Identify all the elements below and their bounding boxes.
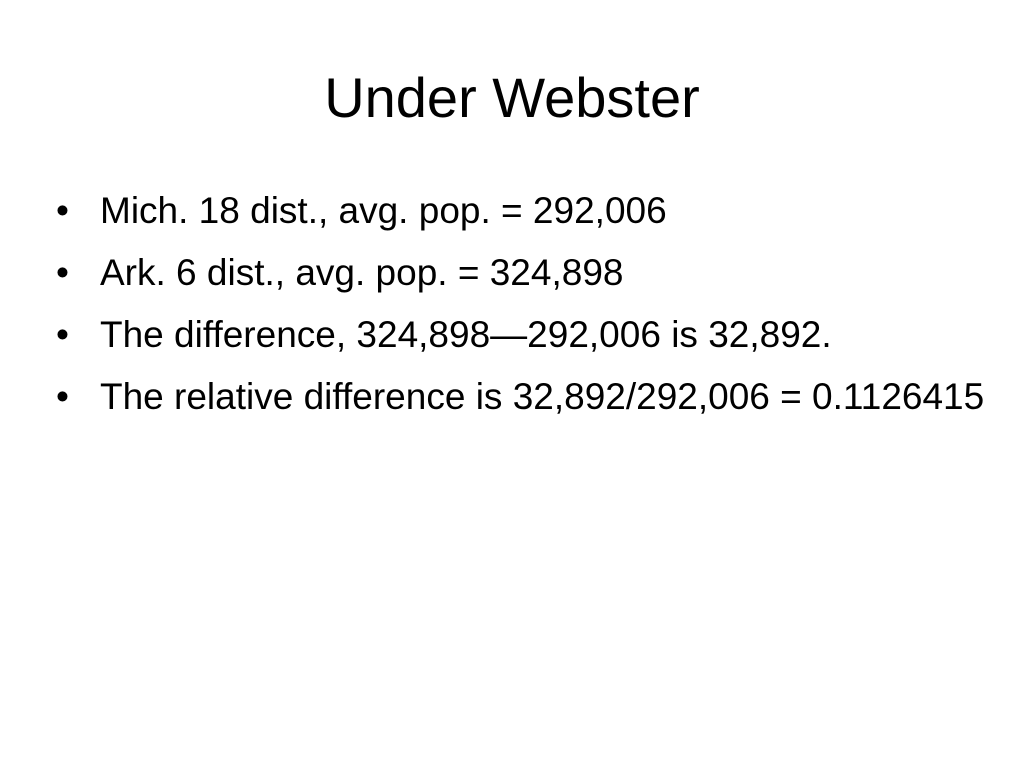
bullet-icon: • — [56, 252, 69, 293]
bullet-icon: • — [56, 376, 69, 417]
bullet-text: The difference, 324,898—292,006 is 32,892. — [100, 314, 832, 355]
list-item — [56, 308, 986, 362]
bullet-icon: • — [56, 314, 69, 355]
bullet-list — [56, 184, 986, 432]
list-item — [56, 370, 986, 424]
bullet-text: Ark. 6 dist., avg. pop. = 324,898 — [100, 252, 624, 293]
bullet-text: The relative difference is 32,892/292,006 = 0.1126415 — [100, 376, 985, 417]
bullet-text: Mich. 18 dist., avg. pop. = 292,006 — [100, 190, 667, 231]
slide-title: Under Webster — [324, 66, 700, 129]
list-item — [56, 184, 986, 238]
list-item — [56, 246, 986, 300]
bullet-icon: • — [56, 190, 69, 231]
